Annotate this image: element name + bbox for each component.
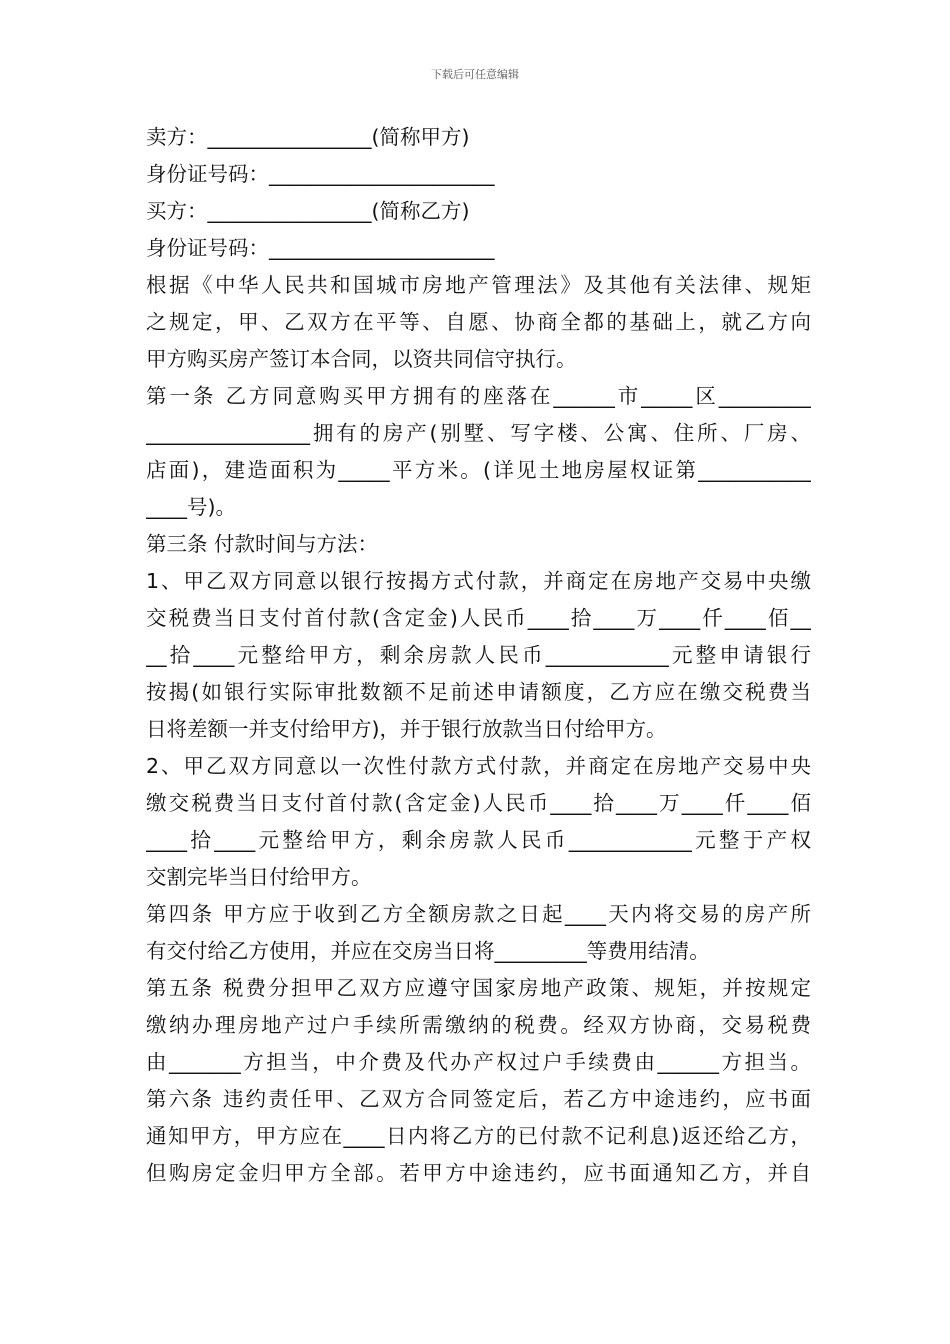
text-line: 但购房定金归甲方全部。若甲方中途违约，应书面通知乙方，并自 bbox=[146, 1161, 811, 1185]
text-line: 通知甲方，甲方应在____日内将乙方的已付款不记利息)返还给乙方， bbox=[146, 1124, 811, 1148]
text-line: ____拾____元整给甲方，剩余房款人民币____________元整于产权 bbox=[146, 828, 811, 852]
text-line: 由_______方担当，中介费及代办产权过户手续费由______方担当。 bbox=[146, 1050, 811, 1074]
text-line: 有交付给乙方使用，并应在交房当日将_________等费用结清。 bbox=[146, 939, 710, 963]
text-line: 缴纳办理房地产过户手续所需缴纳的税费。经双方协商，交易税费 bbox=[146, 1013, 811, 1037]
text-line: 交税费当日支付首付款(含定金)人民币____拾____万____仟____佰__ bbox=[146, 606, 811, 630]
page-header: 下载后可任意编辑 bbox=[431, 68, 519, 81]
text-line: 店面)，建造面积为_____平方米。(详见土地房屋权证第___________ bbox=[146, 458, 811, 482]
text-line: __拾____元整给甲方，剩余房款人民币____________元整申请银行 bbox=[146, 643, 811, 667]
text-line: 日将差额一并支付给甲方)，并于银行放款当日付给甲方。 bbox=[146, 717, 667, 741]
text-line: 卖方：________________(简称甲方) bbox=[146, 125, 470, 149]
text-line: 第三条 付款时间与方法： bbox=[146, 532, 379, 556]
contract-body bbox=[146, 119, 811, 1192]
text-line: 交割完毕当日付给甲方。 bbox=[146, 865, 372, 889]
text-line: 买方：________________(简称乙方) bbox=[146, 199, 470, 223]
text-line: 1、甲乙双方同意以银行按揭方式付款，并商定在房地产交易中央缴 bbox=[146, 569, 811, 593]
text-line: 2、甲乙双方同意以一次性付款方式付款，并商定在房地产交易中央 bbox=[146, 754, 811, 778]
text-line: 身份证号码：______________________ bbox=[146, 236, 495, 260]
text-line: 第四条 甲方应于收到乙方全额房款之日起____天内将交易的房产所 bbox=[146, 902, 811, 926]
text-line: ____号)。 bbox=[146, 495, 236, 519]
text-line: 第六条 违约责任甲、乙双方合同签定后，若乙方中途违约，应书面 bbox=[146, 1087, 811, 1111]
text-line: 缴交税费当日支付首付款(含定金)人民币____拾____万____仟____佰 bbox=[146, 791, 811, 815]
text-line: 身份证号码：______________________ bbox=[146, 162, 495, 186]
text-line: 按揭(如银行实际审批数额不足前述申请额度，乙方应在缴交税费当 bbox=[146, 680, 811, 704]
text-line: ________________拥有的房产(别墅、写字楼、公寓、住所、厂房、 bbox=[146, 421, 811, 445]
text-line: 甲方购买房产签订本合同，以资共同信守执行。 bbox=[146, 347, 577, 371]
text-line: 第五条 税费分担甲乙双方应遵守国家房地产政策、规矩，并按规定 bbox=[146, 976, 811, 1000]
text-line: 之规定，甲、乙双方在平等、自愿、协商全都的基础上，就乙方向 bbox=[146, 310, 811, 334]
text-line: 第一条 乙方同意购买甲方拥有的座落在______市_____区_________ bbox=[146, 384, 811, 408]
text-line: 根据《中华人民共和国城市房地产管理法》及其他有关法律、规矩 bbox=[146, 273, 811, 297]
